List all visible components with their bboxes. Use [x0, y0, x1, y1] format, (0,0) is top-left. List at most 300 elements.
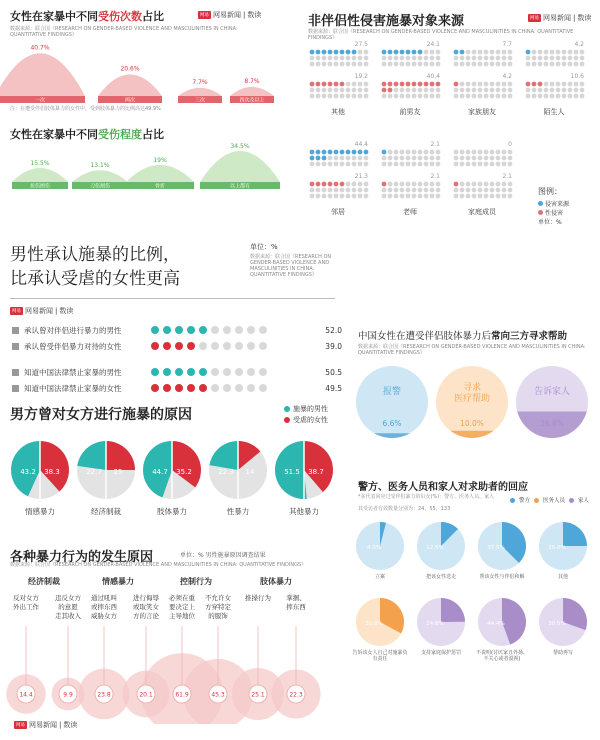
- response-category-label: 有责任: [372, 656, 388, 662]
- victim-dot: [568, 94, 573, 99]
- victim-dot: [364, 194, 369, 199]
- victim-dot: [460, 88, 465, 93]
- victim-dot: [556, 56, 561, 61]
- causes-unit: 单位：% 男性施暴原因调查结果: [180, 552, 266, 559]
- victim-dot: [406, 62, 411, 67]
- victim-value-top: 24.1: [426, 41, 440, 48]
- victim-dot: [436, 182, 441, 187]
- victim-dot: [418, 156, 423, 161]
- injury-hump: [98, 74, 162, 96]
- causes-category-label: 不允许女: [205, 594, 231, 602]
- reasons-wedge-male: [77, 441, 106, 470]
- victim-dot: [340, 82, 345, 87]
- admit-dot: [235, 368, 243, 376]
- victim-dot: [358, 88, 363, 93]
- reasons-female-label: 38.3: [44, 468, 60, 476]
- admit-dot: [175, 342, 183, 350]
- causes-value-label: 23.8: [97, 691, 111, 699]
- victim-dot: [364, 188, 369, 193]
- causes-value-label: 22.3: [289, 691, 303, 699]
- victim-dot: [346, 156, 351, 161]
- victim-dot: [406, 94, 411, 99]
- victim-dot: [358, 56, 363, 61]
- victim-dot: [490, 150, 495, 155]
- help-bubble-fill: [374, 433, 410, 438]
- victim-dot: [340, 150, 345, 155]
- admit-dot: [163, 342, 171, 350]
- victim-dot: [310, 62, 315, 67]
- help-value-label: 10.0%: [460, 419, 484, 428]
- victim-dot: [568, 50, 573, 55]
- victim-dot: [430, 88, 435, 93]
- victim-dot: [394, 56, 399, 61]
- victim-dot: [406, 50, 411, 55]
- victim-dot: [364, 94, 369, 99]
- victim-dot: [430, 94, 435, 99]
- victim-dot: [412, 50, 417, 55]
- victim-dot: [472, 156, 477, 161]
- victim-dot: [436, 188, 441, 193]
- victim-dot: [340, 156, 345, 161]
- victim-dot: [322, 50, 327, 55]
- causes-category-label: 或摔东西: [91, 603, 117, 611]
- victim-dot: [484, 156, 489, 161]
- reasons-female-label: 38.7: [308, 468, 324, 476]
- victim-dot: [580, 62, 585, 67]
- admit-dot: [199, 326, 207, 334]
- victim-dot: [466, 182, 471, 187]
- victim-dot: [316, 194, 321, 199]
- victim-dot: [466, 194, 471, 199]
- victim-dot: [400, 162, 405, 167]
- victim-dot: [364, 162, 369, 167]
- victim-dot: [322, 56, 327, 61]
- help-source: 数据来源：联合国《RESEARCH ON GENDER-BASED VIOLENCE AND MASCULINITIES IN CHINA: QUANTITATIVE FINDINGS》: [358, 344, 586, 356]
- reasons-title: 男方曾对女方进行施暴的原因: [10, 407, 192, 423]
- admit-label: 知道中国法律禁止家暴的男性: [24, 367, 122, 377]
- victim-value-top: 44.4: [354, 141, 368, 148]
- victim-dot: [310, 56, 315, 61]
- victim-dot: [352, 82, 357, 87]
- response-value-label: 24.8%: [426, 621, 444, 627]
- victim-dot: [334, 162, 339, 167]
- admit-dot: [259, 368, 267, 376]
- causes-group-label: 经济制裁: [28, 577, 60, 586]
- victim-dot: [310, 82, 315, 87]
- causes-group-label: 控制行为: [180, 577, 212, 586]
- victim-dot: [496, 88, 501, 93]
- admit-dot: [223, 342, 231, 350]
- victim-dot: [358, 188, 363, 193]
- help-title: 中国女性在遭受伴侣肢体暴力后常向三方寻求帮助: [358, 331, 568, 342]
- victim-dot: [388, 188, 393, 193]
- admit-dot: [259, 342, 267, 350]
- response-category-label: 其他: [557, 574, 569, 580]
- victim-dot: [346, 82, 351, 87]
- victim-dot: [358, 182, 363, 187]
- admit-dot: [235, 384, 243, 392]
- victim-dot: [358, 62, 363, 67]
- victim-dot: [316, 50, 321, 55]
- admit-title-1: 男性承认施暴的比例，: [10, 245, 180, 265]
- victim-dot: [400, 62, 405, 67]
- victim-dot: [478, 162, 483, 167]
- victim-source-source: 数据来源：联合国《RESEARCH ON GENDER-BASED VIOLENCE AND MASCULINITIES IN CHINA: QUANTITATIVE FINDINGS》: [308, 29, 574, 41]
- victim-dot: [310, 50, 315, 55]
- victim-dot: [454, 56, 459, 61]
- victim-dot: [364, 150, 369, 155]
- admit-dots: [151, 342, 267, 350]
- reasons-category-label: 经济制裁: [91, 507, 121, 516]
- reasons-female-label: 14: [245, 468, 255, 476]
- victim-dot: [328, 194, 333, 199]
- admit-dots: [151, 384, 267, 392]
- victim-dot: [346, 50, 351, 55]
- victim-dot: [418, 194, 423, 199]
- injury-note: 注：在遭受伴侣肢体暴力的女性中，受到肢体暴力的比例高达49.9%: [10, 106, 161, 112]
- victim-dot: [400, 194, 405, 199]
- victim-dot: [562, 82, 567, 87]
- victim-value-top: 4.2: [574, 41, 584, 48]
- victim-dot: [532, 88, 537, 93]
- admit-dot: [235, 326, 243, 334]
- victim-dot: [508, 56, 513, 61]
- victim-dot: [316, 162, 321, 167]
- victim-value-bottom: 19.2: [354, 73, 368, 80]
- victim-dot: [382, 82, 387, 87]
- response-value-label: 4.0%: [367, 545, 381, 551]
- victim-dot: [436, 156, 441, 161]
- victim-dot: [346, 188, 351, 193]
- causes-category-label: 的意愿: [58, 603, 78, 611]
- victim-dot: [466, 88, 471, 93]
- victim-dot: [322, 62, 327, 67]
- victim-dot: [412, 194, 417, 199]
- victim-dot: [334, 182, 339, 187]
- victim-dot: [508, 94, 513, 99]
- victim-dot: [538, 56, 543, 61]
- victim-dot: [484, 162, 489, 167]
- severity-hump: [72, 170, 128, 182]
- admit-brand: 网易 网易新闻 | 数读: [12, 307, 74, 315]
- help-category-label: 医疗帮助: [453, 394, 491, 404]
- victim-value-top: 27.5: [354, 41, 368, 48]
- victim-dot: [490, 82, 495, 87]
- victim-dot: [316, 56, 321, 61]
- victim-dot: [454, 94, 459, 99]
- victim-dot: [388, 56, 393, 61]
- victim-dot: [550, 82, 555, 87]
- victim-dot: [424, 62, 429, 67]
- victim-dot: [460, 82, 465, 87]
- victim-dot: [316, 182, 321, 187]
- victim-dot: [436, 88, 441, 93]
- victim-value-bottom: 21.3: [354, 173, 368, 180]
- victim-dot: [394, 150, 399, 155]
- help-value-label: 6.6%: [382, 419, 402, 428]
- injury-category-label: 两次: [124, 97, 136, 104]
- victim-dot: [352, 94, 357, 99]
- victim-dot: [346, 182, 351, 187]
- victim-dot: [460, 156, 465, 161]
- admit-dot: [163, 326, 171, 334]
- help-category-label: 告诉家人: [533, 387, 571, 397]
- victim-dot: [310, 182, 315, 187]
- victim-dot: [346, 194, 351, 199]
- victim-dot: [358, 94, 363, 99]
- victim-dot: [334, 88, 339, 93]
- admit-row-3: [12, 380, 342, 396]
- victim-dot: [496, 50, 501, 55]
- victim-dot: [424, 94, 429, 99]
- response-legend: 警方 医务人员 家人: [510, 496, 589, 504]
- victim-dot: [502, 88, 507, 93]
- victim-dot: [334, 62, 339, 67]
- admit-dot: [199, 368, 207, 376]
- victim-value-top: 0: [508, 141, 512, 148]
- victim-dot: [544, 94, 549, 99]
- causes-source: 数据来源：联合国《RESEARCH ON GENDER-BASED VIOLENCE AND MASCULINITIES IN CHINA: QUANTITATIVE FINDINGS》: [10, 562, 307, 568]
- victim-dot: [412, 88, 417, 93]
- bullet-square: [12, 327, 19, 334]
- victim-dot: [502, 188, 507, 193]
- reasons-chart: [0, 434, 345, 530]
- victim-dot: [418, 88, 423, 93]
- victim-dot: [478, 182, 483, 187]
- victim-dot: [430, 182, 435, 187]
- injury-brand: 网易 网易新闻 | 数读: [200, 11, 262, 19]
- victim-dot: [310, 188, 315, 193]
- victim-dot: [496, 188, 501, 193]
- victim-dot: [478, 156, 483, 161]
- causes-title: 各种暴力行为的发生原因: [10, 550, 154, 565]
- victim-dot: [478, 56, 483, 61]
- victim-dot: [454, 88, 459, 93]
- victim-dot: [424, 182, 429, 187]
- response-title: 警方、医务人员和家人对求助者的回应: [358, 482, 528, 493]
- admit-dot: [163, 368, 171, 376]
- victim-dot: [484, 188, 489, 193]
- victim-dot: [526, 82, 531, 87]
- victim-category-label: 家庭成员: [468, 208, 496, 216]
- victim-dot: [580, 56, 585, 61]
- victim-dot: [532, 62, 537, 67]
- reasons-male-label: 22.3: [218, 468, 234, 476]
- victim-dot: [382, 62, 387, 67]
- response-value-label: 37.5%: [487, 545, 505, 551]
- victim-dot: [430, 62, 435, 67]
- victim-category-label: 老师: [403, 208, 417, 216]
- response-category-label: 支持家庭保护惩罚: [420, 650, 462, 656]
- victim-dot: [454, 188, 459, 193]
- victim-dot: [412, 188, 417, 193]
- victim-dot: [346, 62, 351, 67]
- victim-dot: [508, 150, 513, 155]
- response-category-label: 帮助再写: [552, 650, 574, 656]
- admit-row-1: [12, 338, 342, 354]
- causes-chart: [0, 574, 345, 724]
- victim-dot: [316, 94, 321, 99]
- victim-dot: [358, 82, 363, 87]
- help-category-label: 寻求: [462, 383, 482, 393]
- victim-dot: [460, 162, 465, 167]
- victim-dot: [406, 182, 411, 187]
- legend-swatch: [284, 406, 290, 412]
- severity-category-label: 刀伤割伤: [89, 183, 111, 190]
- admit-panel: [0, 232, 340, 392]
- admit-dot: [187, 342, 195, 350]
- victim-dot: [322, 156, 327, 161]
- victim-dot: [340, 194, 345, 199]
- victim-dot: [460, 188, 465, 193]
- injury-source: 数据来源：联合国《RESEARCH ON GENDER-BASED VIOLENCE AND MASCULINITIES IN CHINA: QUANTITATIVE FINDINGS》: [10, 26, 238, 38]
- victim-dot: [454, 194, 459, 199]
- victim-dot: [400, 88, 405, 93]
- victim-dot: [316, 156, 321, 161]
- victim-dot: [388, 50, 393, 55]
- victim-dot: [334, 50, 339, 55]
- causes-category-label: 必须在重: [169, 594, 195, 602]
- victim-dot: [334, 188, 339, 193]
- victim-dot: [412, 56, 417, 61]
- victim-category-label: 其他: [331, 108, 345, 116]
- victim-dot: [346, 94, 351, 99]
- help-bubble-fill: [450, 431, 493, 438]
- causes-category-label: 反对女方: [13, 594, 39, 602]
- response-wedge: [441, 598, 465, 622]
- victim-dot: [472, 82, 477, 87]
- victim-dot: [532, 56, 537, 61]
- victim-dot: [364, 50, 369, 55]
- causes-value-label: 9.9: [63, 691, 73, 699]
- admit-dots: [151, 326, 267, 334]
- victim-legend-title: 图例：: [538, 187, 562, 196]
- victim-dot: [508, 182, 513, 187]
- victim-dot: [436, 162, 441, 167]
- victim-dot: [352, 162, 357, 167]
- injury-panel: [0, 0, 290, 210]
- victim-dot: [484, 56, 489, 61]
- victim-dot: [502, 194, 507, 199]
- victim-dot: [502, 156, 507, 161]
- victim-dot: [478, 94, 483, 99]
- victim-dot: [316, 82, 321, 87]
- victim-dot: [400, 56, 405, 61]
- victim-dot: [502, 162, 507, 167]
- victim-dot: [316, 88, 321, 93]
- victim-dot: [568, 56, 573, 61]
- victim-dot: [322, 162, 327, 167]
- victim-dot: [484, 94, 489, 99]
- victim-dot: [310, 194, 315, 199]
- victim-legend-2: 性侵害: [538, 208, 563, 217]
- victim-dot: [508, 82, 513, 87]
- causes-category-label: 威胁女方: [91, 612, 117, 620]
- victim-dot: [544, 56, 549, 61]
- admit-dot: [247, 342, 255, 350]
- victim-dot: [490, 194, 495, 199]
- victim-dot: [406, 56, 411, 61]
- injury-hump: [230, 87, 274, 96]
- victim-dot: [388, 182, 393, 187]
- admit-row-0: [12, 322, 342, 338]
- victim-dot: [394, 162, 399, 167]
- victim-dot: [400, 188, 405, 193]
- victim-dot: [466, 82, 471, 87]
- victim-dot: [544, 88, 549, 93]
- victim-dot: [502, 62, 507, 67]
- victim-dot: [328, 56, 333, 61]
- causes-category-label: 的服饰: [208, 612, 228, 620]
- victim-dot: [472, 94, 477, 99]
- victim-dot: [424, 194, 429, 199]
- victim-dot: [502, 150, 507, 155]
- victim-dot: [382, 50, 387, 55]
- victim-dot: [556, 88, 561, 93]
- causes-category-label: 或取笑女: [133, 603, 159, 611]
- admit-dot: [211, 342, 219, 350]
- victim-dot: [328, 162, 333, 167]
- reasons-wedge-female: [106, 441, 135, 470]
- victim-dot: [358, 162, 363, 167]
- response-category-label: 不关心或者漠视): [483, 656, 521, 662]
- response-value-label: 30.5%: [548, 621, 566, 627]
- victim-dot: [562, 62, 567, 67]
- victim-dot: [406, 162, 411, 167]
- legend-swatch: [569, 498, 574, 503]
- victim-dot: [472, 182, 477, 187]
- victim-dot: [502, 182, 507, 187]
- legend-swatch: [510, 498, 515, 503]
- victim-dot: [580, 88, 585, 93]
- victim-dot: [478, 88, 483, 93]
- admit-dot: [175, 326, 183, 334]
- victim-dot: [352, 62, 357, 67]
- admit-dot: [235, 342, 243, 350]
- admit-dot: [175, 384, 183, 392]
- victim-dot: [418, 150, 423, 155]
- admit-dot: [187, 326, 195, 334]
- victim-dot: [412, 156, 417, 161]
- victim-dot: [454, 162, 459, 167]
- legend-swatch: [534, 498, 539, 503]
- victim-dot: [406, 188, 411, 193]
- victim-dot: [430, 150, 435, 155]
- victim-dot: [424, 162, 429, 167]
- victim-dot: [478, 194, 483, 199]
- victim-dot: [382, 94, 387, 99]
- victim-category-label: 邻居: [331, 208, 345, 216]
- causes-category-label: 进行侮辱: [133, 594, 159, 602]
- injury-category-label: 四次及以上: [239, 97, 265, 104]
- victim-dot: [406, 88, 411, 93]
- severity-hump: [126, 165, 194, 182]
- victim-dot: [382, 56, 387, 61]
- admit-label: 承认曾对伴侣进行暴力的男性: [24, 325, 122, 335]
- victim-legend-1: 侵害来源: [538, 199, 569, 208]
- victim-dot: [394, 188, 399, 193]
- victim-value-top: 7.7: [502, 41, 512, 48]
- victim-dot: [388, 94, 393, 99]
- victim-dot: [394, 156, 399, 161]
- victim-dot: [436, 56, 441, 61]
- victim-dot: [484, 82, 489, 87]
- victim-dot: [538, 88, 543, 93]
- victim-dot: [526, 62, 531, 67]
- injury-hump: [0, 53, 85, 96]
- admit-dot: [247, 368, 255, 376]
- victim-value-bottom: 10.6: [570, 73, 584, 80]
